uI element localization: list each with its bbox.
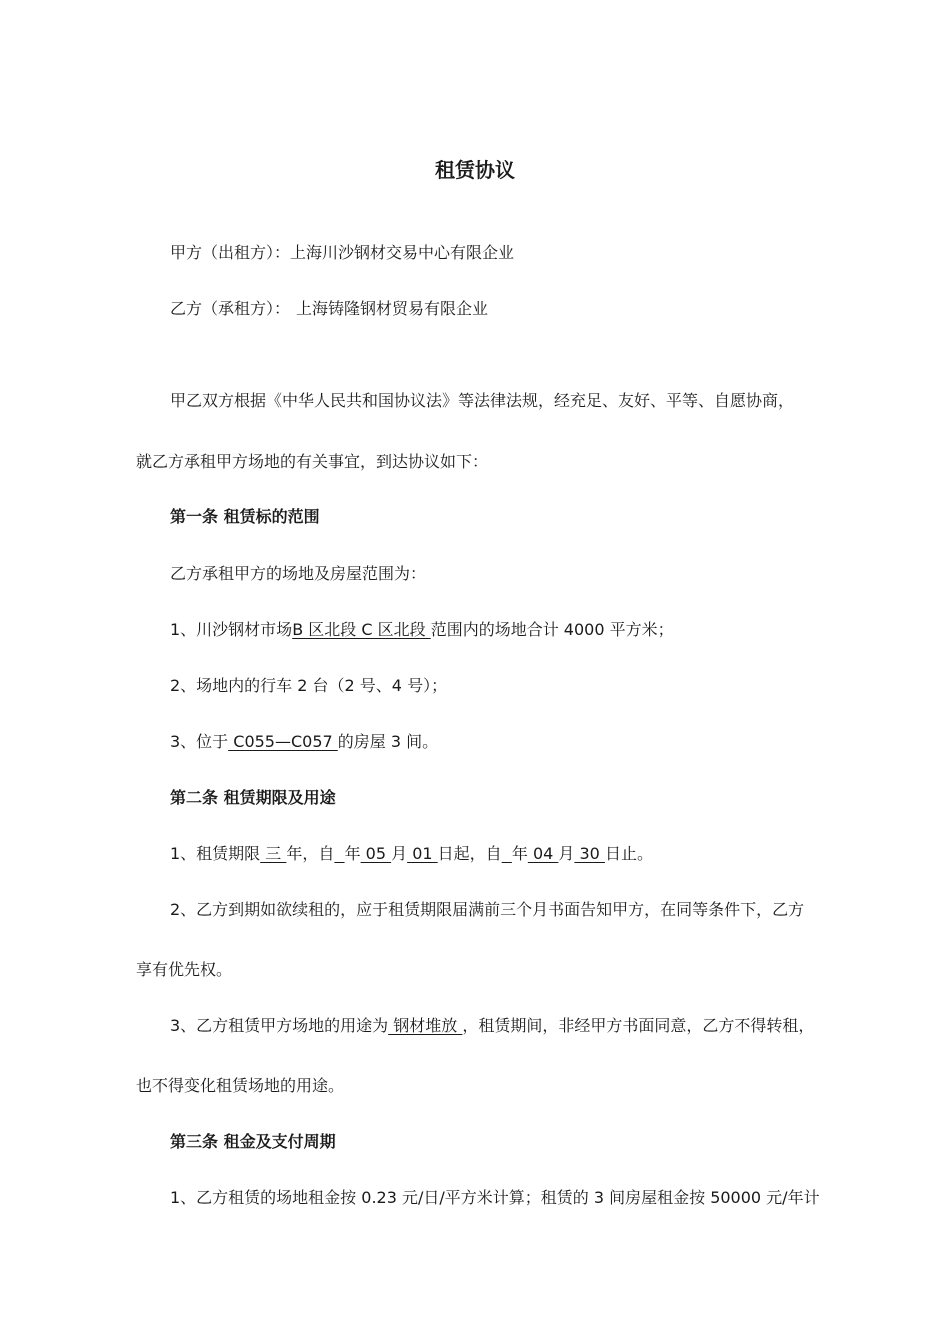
item-text: ，租赁期间，非经甲方书面同意，乙方不得转租， <box>462 1016 815 1035</box>
end-year-field <box>502 844 512 863</box>
article-1-item-3 <box>170 731 438 753</box>
item-text: 月 <box>558 844 575 863</box>
start-year-field <box>334 844 344 863</box>
party-a-label: 甲方（出租方）： <box>170 243 291 262</box>
party-b-name: 上海铸隆钢材贸易有限企业 <box>296 299 489 318</box>
article-2-item-3-line-1 <box>170 1015 814 1037</box>
article-3-item-1: 1、乙方租赁的场地租金按 0.23 元/日/平方米计算；租赁的 3 间房屋租金按 50000 元/年计 <box>170 1188 820 1207</box>
article-2-heading: 第二条 租赁期限及用途 <box>170 788 336 807</box>
article-3-heading: 第三条 租金及支付周期 <box>170 1132 336 1151</box>
intro-line-1: 甲乙双方根据《中华人民共和国协议法》等法律法规，经充足、友好、平等、自愿协商， <box>170 391 795 410</box>
item-text: 1、租赁期限 <box>170 844 261 863</box>
item-text: 范围内的场地合计 4000 平方米； <box>430 620 674 639</box>
article-2-item-2-line-2: 享有优先权。 <box>136 960 233 979</box>
start-month-field: 05 <box>360 844 392 863</box>
party-b-line <box>170 298 488 320</box>
item-text: 年 <box>344 844 361 863</box>
article-1-heading: 第一条 租赁标的范围 <box>170 507 320 526</box>
underlined-field: C055—C057 <box>228 732 338 751</box>
item-text: 3、位于 <box>170 732 229 751</box>
item-text: 日止。 <box>604 844 653 863</box>
item-text: 的房屋 3 间。 <box>337 732 439 751</box>
article-2-item-2-line-1: 2、乙方到期如欲续租的，应于租赁期限届满前三个月书面告知甲方，在同等条件下，乙方 <box>170 900 805 919</box>
item-text: 年 <box>511 844 528 863</box>
article-1-item-1 <box>170 619 674 641</box>
article-2-item-3-line-2: 也不得变化租赁场地的用途。 <box>136 1076 345 1095</box>
article-1-item-2: 2、场地内的行车 2 台（2 号、4 号）； <box>170 676 448 695</box>
page-title: 租赁协议 <box>435 158 515 182</box>
underlined-field: B 区北段 C 区北段 <box>292 620 431 639</box>
item-text: 月 <box>391 844 408 863</box>
underlined-field: 钢材堆放 <box>388 1016 463 1035</box>
party-a-line <box>170 242 514 264</box>
item-text: 3、乙方租赁甲方场地的用途为 <box>170 1016 389 1035</box>
article-1-lead: 乙方承租甲方的场地及房屋范围为： <box>170 564 427 583</box>
party-a-name: 上海川沙钢材交易中心有限企业 <box>290 243 515 262</box>
item-text: 日起，自 <box>437 844 502 863</box>
start-day-field: 01 <box>407 844 438 863</box>
end-month-field: 04 <box>527 844 559 863</box>
term-years-field: 三 <box>260 844 287 863</box>
item-text: 1、川沙钢材市场 <box>170 620 293 639</box>
intro-line-2: 就乙方承租甲方场地的有关事宜，到达协议如下： <box>136 452 489 471</box>
article-2-term-line <box>170 843 653 865</box>
end-day-field: 30 <box>574 844 605 863</box>
item-text: 年，自 <box>286 844 335 863</box>
party-b-label: 乙方（承租方）： <box>170 299 291 318</box>
